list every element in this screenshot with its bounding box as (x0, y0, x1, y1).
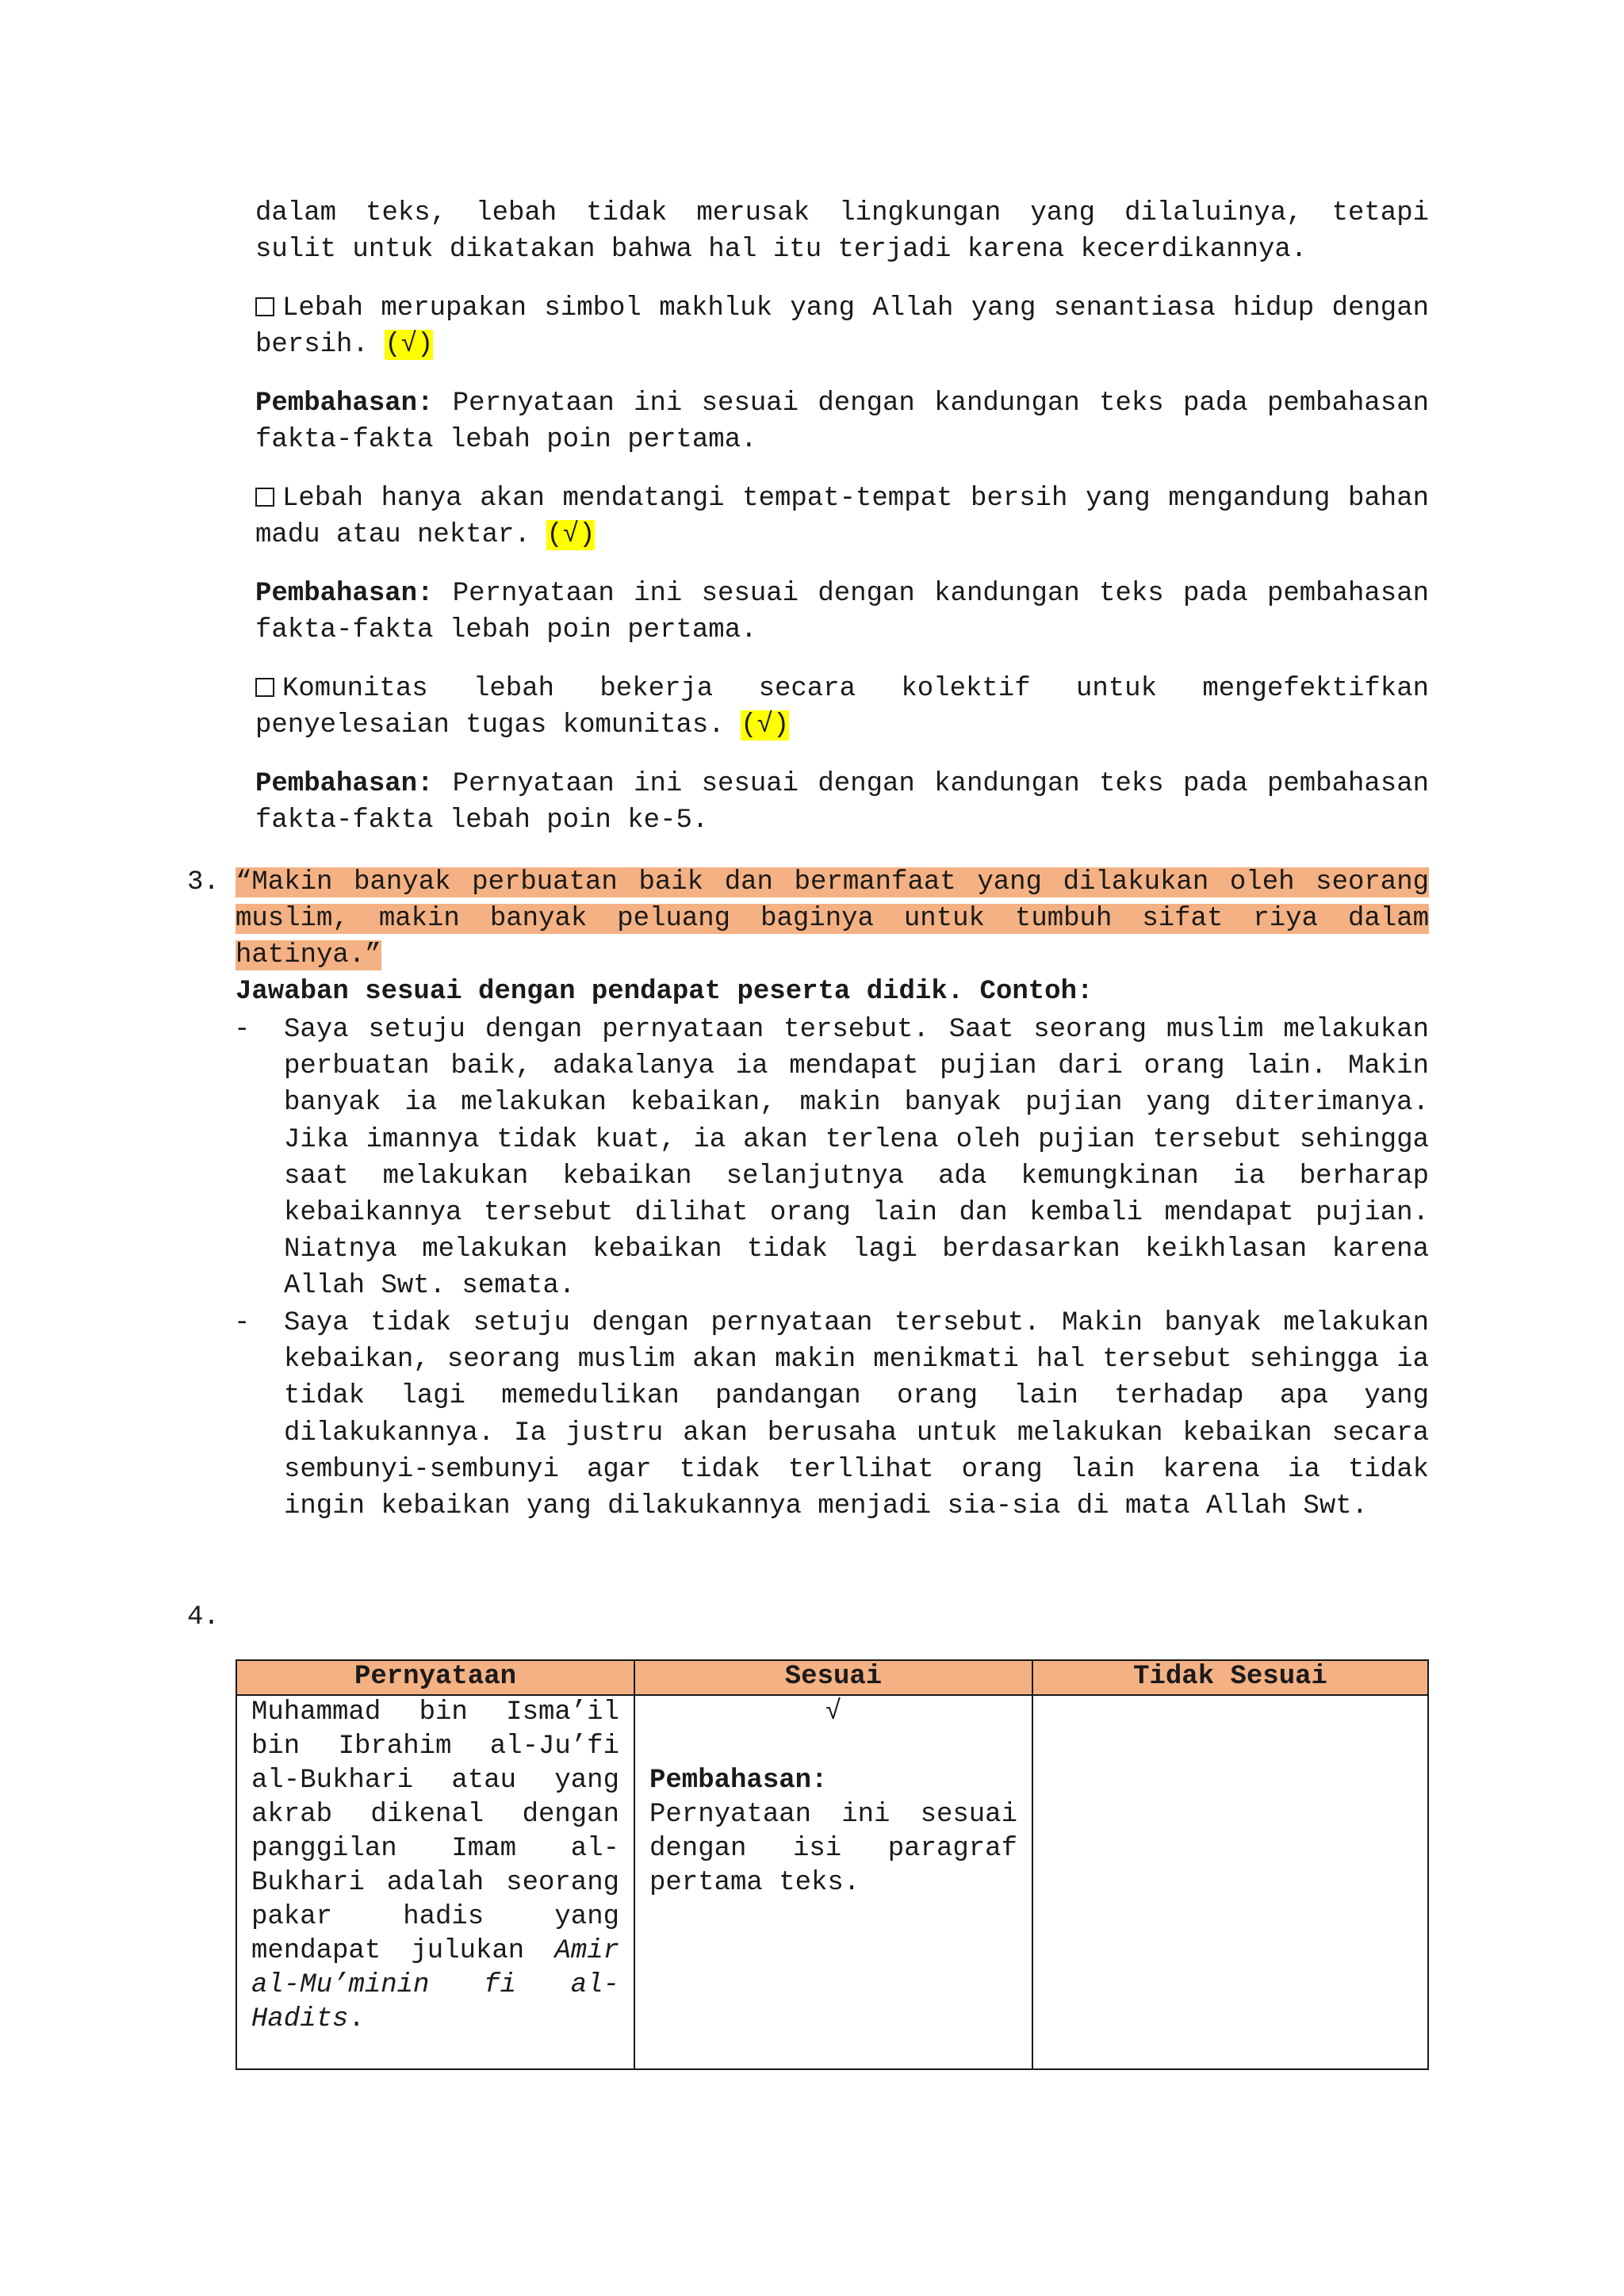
answer-bullet: Saya tidak setuju dengan pernyataan tersebut. Makin banyak melakukan kebaikan, seorang muslim akan makin menikmati hal tersebut sehingga ia tidak lagi memedulikan pandangan orang lain terhadap apa yang dilakukannya. Ia justru akan berusaha untuk melakukan kebaikan secara sembunyi-sembunyi agar tidak terllihat orang lain karena ia tidak ingin kebaikan yang dilakukannya menjadi sia-sia di mata Allah Swt. (284, 1308, 1429, 1522)
intro-line-2: sulit untuk dikatakan bahwa hal itu terjadi karena kecerdikannya. (255, 235, 1308, 265)
discussion-label: Pembahasan: (255, 579, 434, 609)
checkbox-icon[interactable] (255, 678, 274, 697)
discussion-label: Pembahasan: (255, 388, 434, 419)
statement-end: . (348, 2004, 365, 2034)
header-statement: Pernyataan (236, 1660, 634, 1695)
statement-text: Muhammad bin Isma’il bin Ibrahim al-Ju’fi al-Bukhari atau yang akrab dikenal dengan panggilan Imam al-Bukhari adalah seorang pakar hadis yang mendapat julukan (251, 1697, 619, 1966)
checkbox-icon[interactable] (255, 297, 274, 316)
cell-not-match (1032, 1695, 1428, 2069)
table-row (236, 1695, 1428, 2069)
bullet-dash: - (234, 1015, 251, 1045)
question-quote (236, 864, 1429, 974)
statement-item (255, 290, 1429, 363)
discussion-label: Pembahasan: (649, 1766, 828, 1796)
discussion-item (255, 385, 1429, 458)
quote-text: “Makin banyak perbuatan baik dan bermanfaat yang dilakukan oleh seorang muslim, makin banyak peluang baginya untuk tumbuh sifat riya dalam hatinya.” (236, 867, 1429, 970)
statement-text: Komunitas lebah bekerja secara kolektif untuk mengefektifkan penyelesaian tugas komunitas. (255, 674, 1429, 740)
table-header-row (236, 1660, 1428, 1695)
question-number: 4. (187, 1602, 220, 1632)
discussion-text: Pernyataan ini sesuai dengan kandungan teks pada pembahasan fakta-fakta lebah poin pertama. (255, 579, 1430, 645)
tick-mark: √ (825, 1697, 842, 1728)
header-not-match: Tidak Sesuai (1032, 1660, 1428, 1695)
statement-item (255, 480, 1429, 553)
discussion-text: Pernyataan ini sesuai dengan kandungan teks pada pembahasan fakta-fakta lebah poin pertama. (255, 388, 1430, 455)
cell-match (634, 1695, 1032, 2069)
bullet-dash: - (234, 1308, 251, 1338)
question-number: 3. (187, 867, 220, 897)
intro-line-1: dalam teks, lebah tidak merusak lingkungan yang dilaluinya, tetapi (255, 198, 1429, 228)
statement-italic: Amir al-Mu’minin fi al-Hadits (251, 1936, 620, 2034)
check-mark: (√) (546, 520, 596, 550)
discussion-label: Pembahasan: (255, 769, 434, 799)
check-mark: (√) (385, 330, 434, 360)
cell-statement (236, 1695, 634, 2069)
checkbox-icon[interactable] (255, 488, 274, 507)
statement-table (236, 1659, 1429, 2070)
answer-bullet: Saya setuju dengan pernyataan tersebut. Saat seorang muslim melakukan perbuatan baik, adakalanya ia mendapat pujian dari orang lain. Makin banyak ia melakukan kebaikan, makin banyak pujian yang diterimanya. Jika imannya tidak kuat, ia akan terlena oleh pujian tersebut sehingga saat melakukan kebaikan selanjutnya ada kemungkinan ia berharap kebaikannya tersebut dilihat orang lain dan kembali mendapat pujian. Niatnya melakukan kebaikan tidak lagi berdasarkan keikhlasan karena Allah Swt. semata. (284, 1015, 1429, 1302)
header-match: Sesuai (634, 1660, 1032, 1695)
statement-text: Lebah merupakan simbol makhluk yang Allah yang senantiasa hidup dengan bersih. (255, 293, 1429, 360)
discussion-text: Pernyataan ini sesuai dengan kandungan teks pada pembahasan fakta-fakta lebah poin ke-5. (255, 769, 1430, 836)
check-mark: (√) (741, 710, 790, 740)
discussion-text: Pernyataan ini sesuai dengan isi paragraf pertama teks. (649, 1800, 1017, 1898)
statement-item (255, 671, 1429, 744)
answer-heading-text: Jawaban sesuai dengan pendapat peserta didik. Contoh: (236, 977, 1094, 1007)
statement-text: Lebah hanya akan mendatangi tempat-tempat bersih yang mengandung bahan madu atau nektar. (255, 484, 1429, 550)
answer-heading (236, 974, 1429, 1009)
discussion-item (255, 766, 1429, 839)
discussion-item (255, 576, 1429, 649)
